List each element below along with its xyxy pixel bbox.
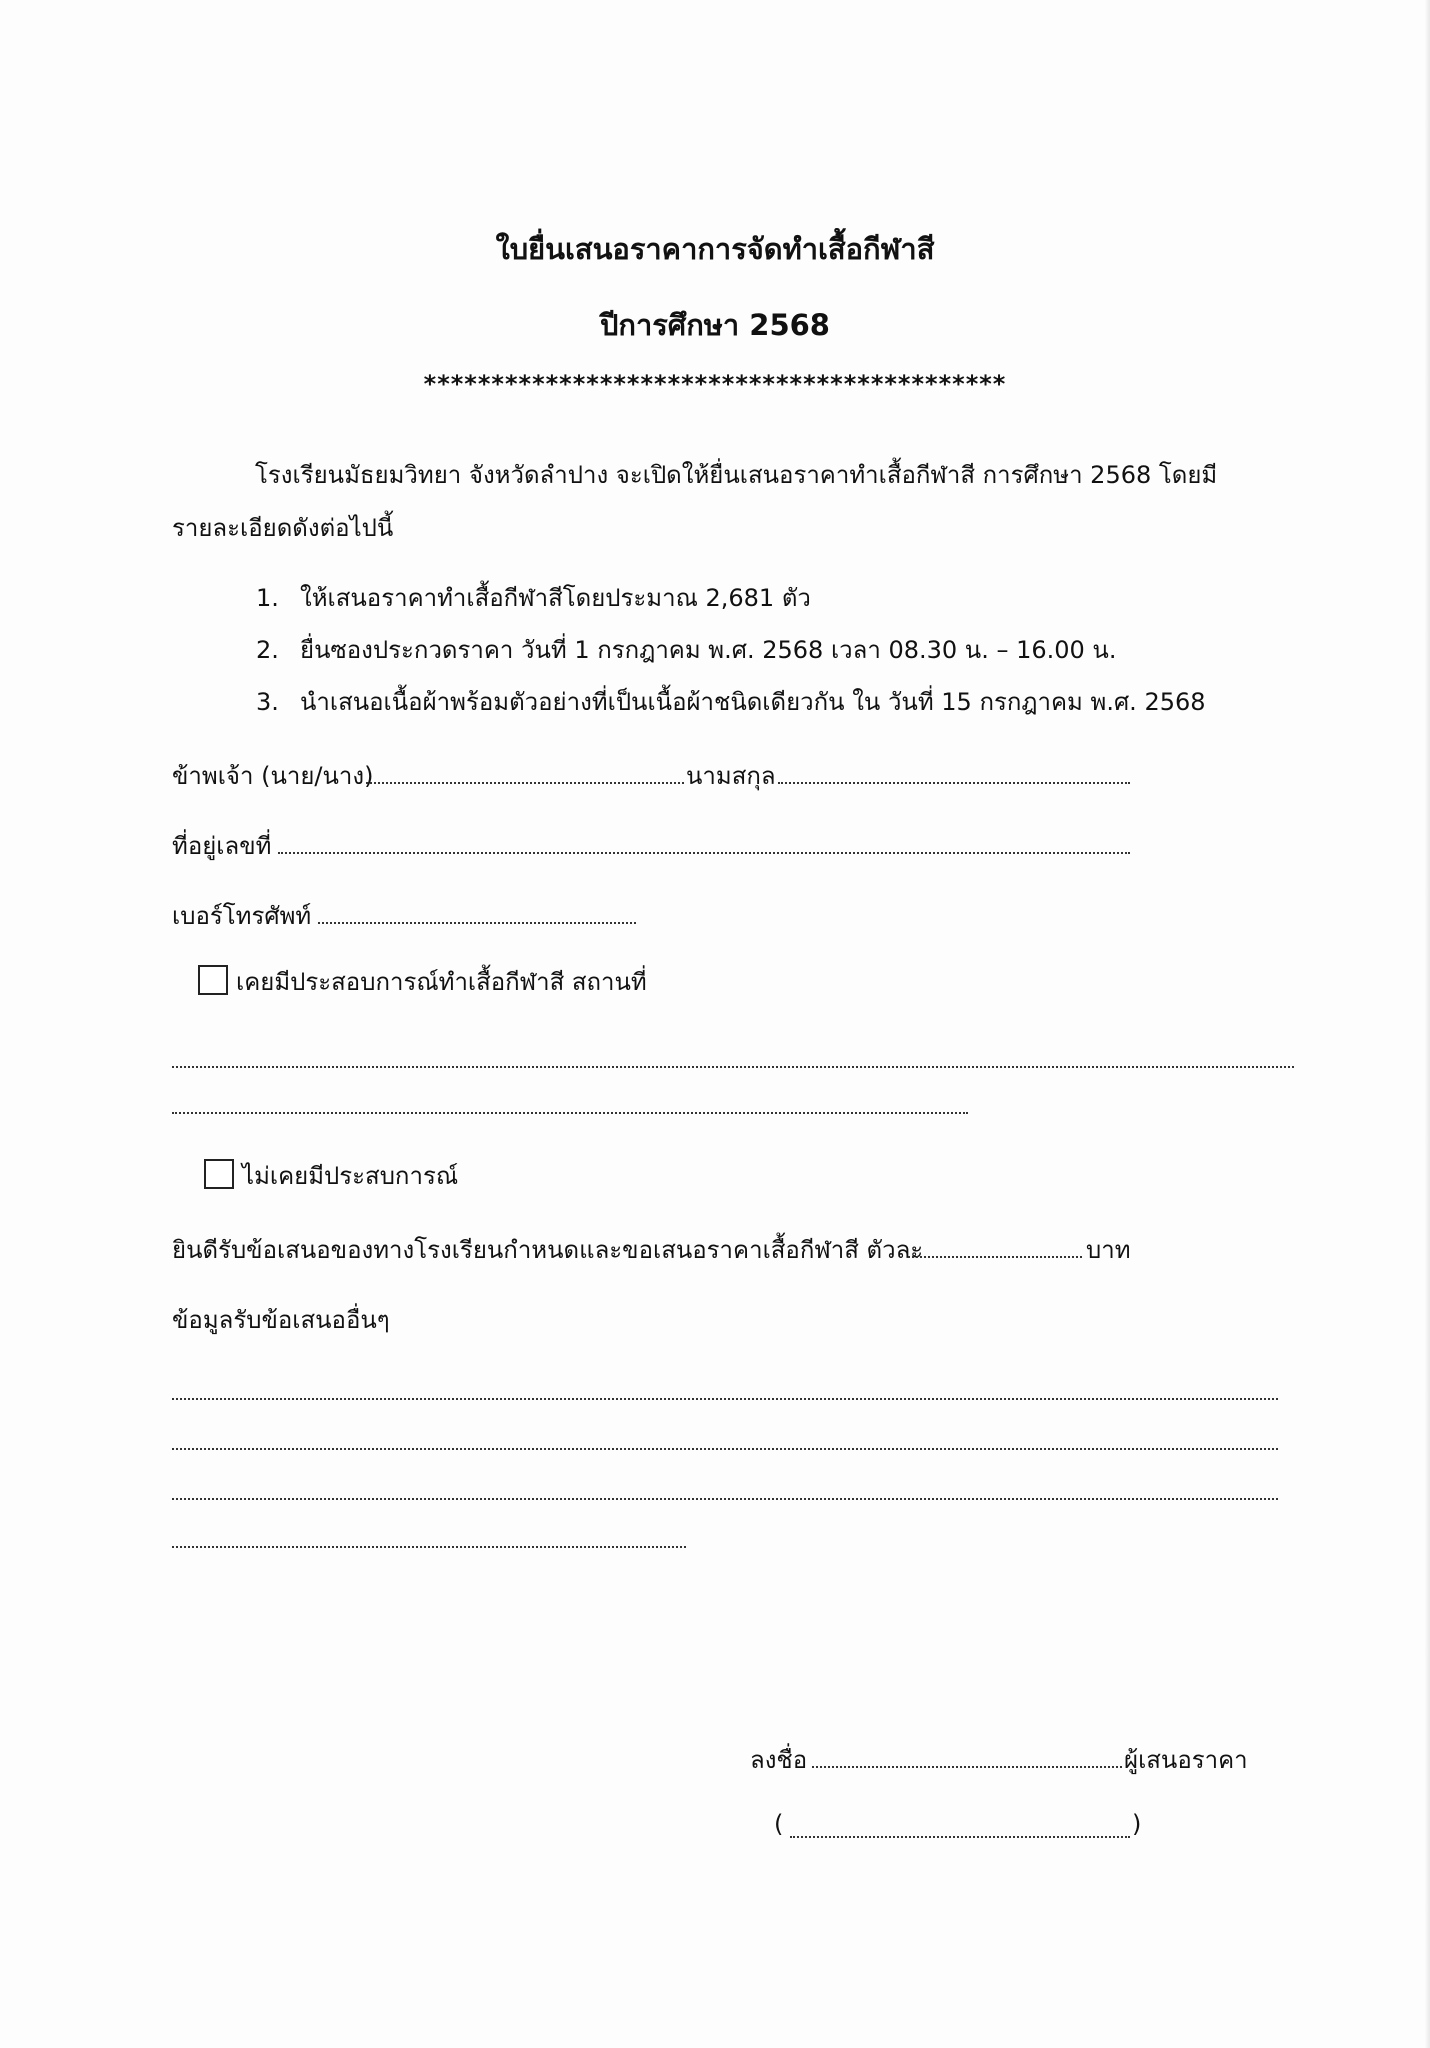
list-item-text: นำเสนอเนื้อผ้าพร้อมตัวอย่างที่เป็นเนื้อผ้าชนิดเดียวกัน ใน วันที่ 15 กรกฎาคม พ.ศ. 2568	[300, 688, 1206, 716]
list-item-3	[256, 682, 1206, 721]
experienced-option[interactable]	[198, 962, 647, 1001]
phone-label: เบอร์โทรศัพท์	[172, 902, 312, 930]
list-item-number: 3.	[256, 688, 279, 716]
name-field[interactable]	[366, 782, 684, 784]
printed-name-field[interactable]	[790, 1836, 1130, 1838]
intro-line-2: รายละเอียดดังต่อไปนี้	[172, 514, 394, 542]
document-title: ใบยื่นเสนอราคาการจัดทำเสื้อกีฬาสี	[495, 232, 935, 266]
other-info-line-3[interactable]	[172, 1498, 1278, 1500]
no-experience-checkbox[interactable]	[204, 1159, 234, 1189]
price-label: ยินดีรับข้อเสนอของทางโรงเรียนกำหนดและขอเสนอราคาเสื้อกีฬาสี ตัวละ	[172, 1236, 924, 1264]
no-experience-option[interactable]	[204, 1156, 458, 1195]
name-label: ข้าพเจ้า (นาย/นาง)	[172, 762, 374, 790]
other-info-label: ข้อมูลรับข้อเสนออื่นๆ	[172, 1306, 390, 1334]
sign-label: ลงชื่อ	[750, 1746, 808, 1774]
surname-field[interactable]	[778, 782, 1130, 784]
address-label: ที่อยู่เลขที่	[172, 832, 272, 860]
list-item-text: ยื่นซองประกวดราคา วันที่ 1 กรกฎาคม พ.ศ. 2568 เวลา 08.30 น. – 16.00 น.	[300, 636, 1117, 664]
phone-field[interactable]	[318, 922, 636, 924]
experience-place-line-2[interactable]	[172, 1112, 968, 1114]
signature-field[interactable]	[812, 1766, 1122, 1768]
document-subtitle: ปีการศึกษา 2568	[599, 308, 830, 342]
other-info-line-2[interactable]	[172, 1448, 1278, 1450]
list-item-number: 2.	[256, 636, 279, 664]
other-info-line-1[interactable]	[172, 1398, 1278, 1400]
separator-line: *******************************************	[423, 370, 1007, 398]
list-item-2	[256, 630, 1116, 669]
experienced-checkbox[interactable]	[198, 965, 228, 995]
paren-close: )	[1132, 1810, 1142, 1838]
list-item-text: ให้เสนอราคาทำเสื้อกีฬาสีโดยประมาณ 2,681 ตัว	[300, 584, 811, 612]
price-unit: บาท	[1086, 1236, 1131, 1264]
no-experience-label: ไม่เคยมีประสบการณ์	[242, 1162, 459, 1190]
paren-open: (	[774, 1810, 784, 1838]
experienced-label: เคยมีประสอบการณ์ทำเสื้อกีฬาสี สถานที่	[236, 968, 647, 996]
intro-line-1: โรงเรียนมัธยมวิทยา จังหวัดลำปาง จะเปิดให้ยื่นเสนอราคาทำเสื้อกีฬาสี การศึกษา 2568 โดยมี	[255, 461, 1218, 489]
other-info-line-4[interactable]	[172, 1546, 686, 1548]
address-field[interactable]	[278, 852, 1130, 854]
bidder-role-label: ผู้เสนอราคา	[1124, 1746, 1248, 1774]
experience-place-line-1[interactable]	[172, 1066, 1294, 1068]
price-field[interactable]	[908, 1256, 1082, 1258]
list-item-number: 1.	[256, 584, 279, 612]
list-item-1	[256, 578, 811, 617]
surname-label: นามสกุล	[686, 762, 776, 790]
